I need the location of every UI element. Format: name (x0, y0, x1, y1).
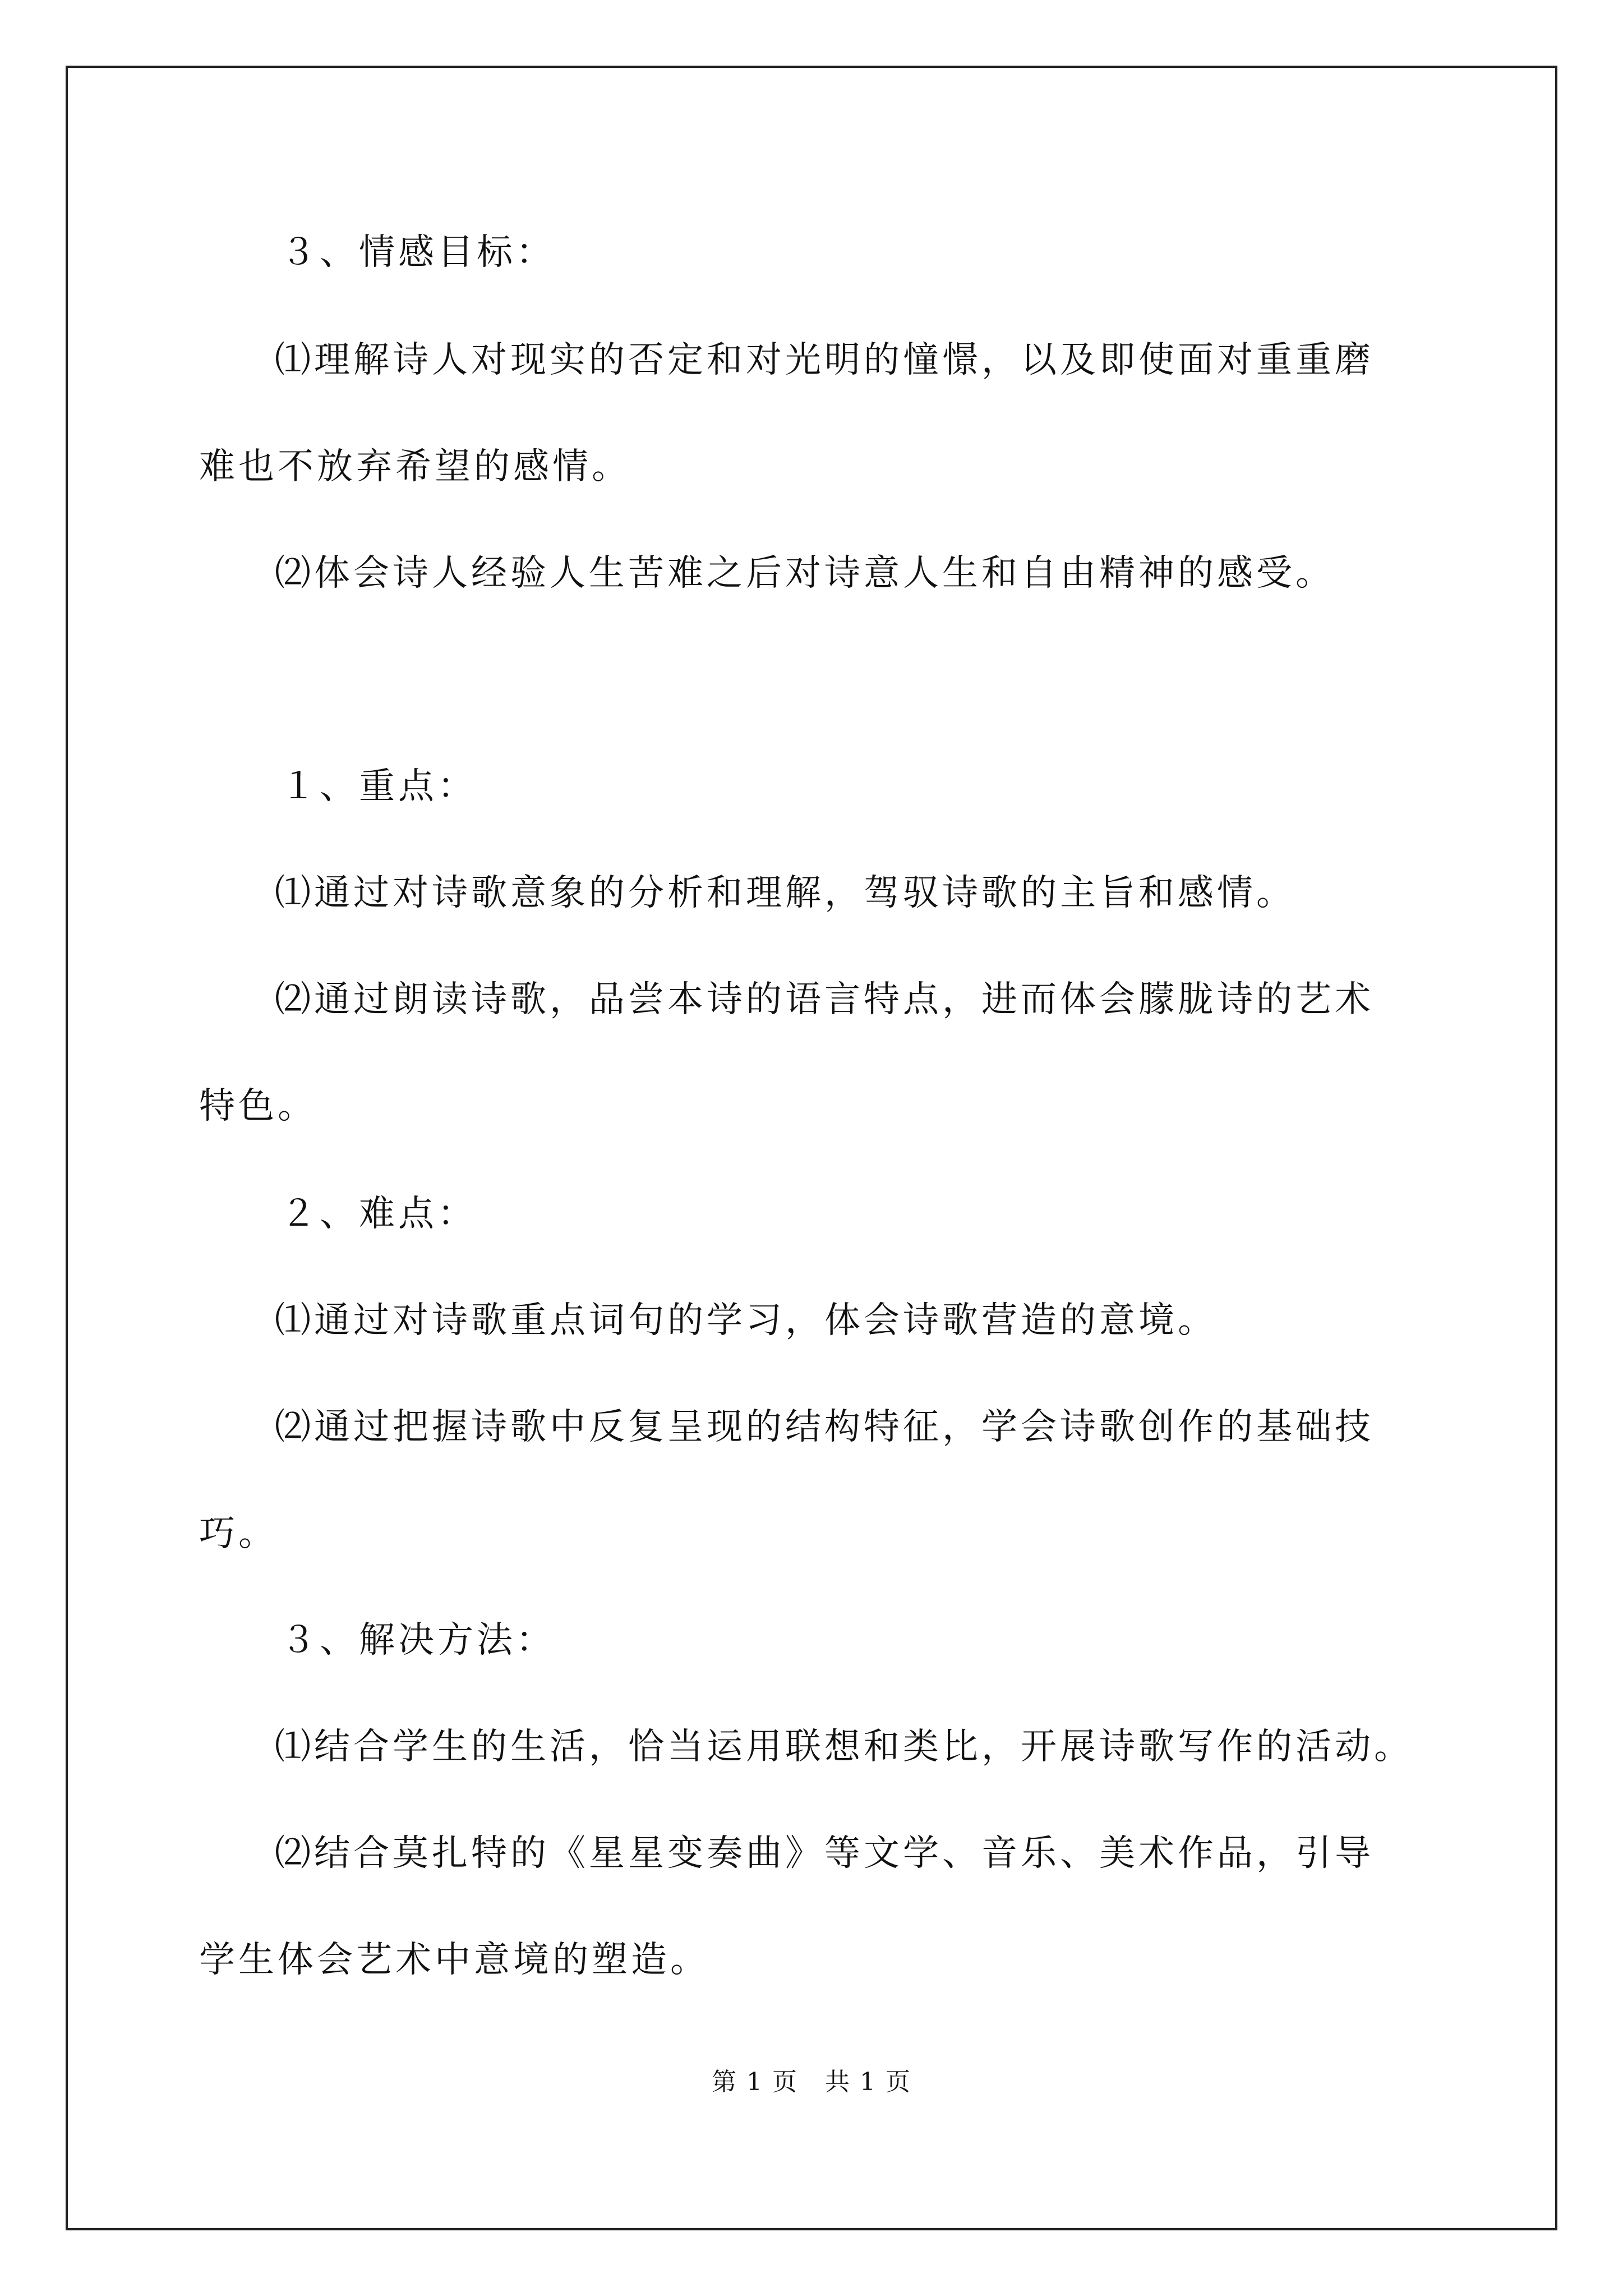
page-footer: 第 1 页 共 1 页 (712, 2068, 911, 2096)
paragraph-line: ⑴通过对诗歌重点词句的学习，体会诗歌营造的意境。 (275, 1300, 1217, 1341)
paragraph-line: ⑵通过把握诗歌中反复呈现的结构特征，学会诗歌创作的基础技 (275, 1406, 1374, 1448)
paragraph-line: 特色。 (199, 1085, 317, 1127)
paragraph-line: ⑴结合学生的生活，恰当运用联想和类比，开展诗歌写作的活动。 (275, 1726, 1413, 1768)
paragraph-line: 巧。 (199, 1513, 278, 1554)
section-heading-emotional-goals: ３、情感目标： (280, 232, 555, 273)
paragraph-line: 学生体会艺术中意境的塑造。 (199, 1939, 709, 1981)
paragraph-line: ⑴通过对诗歌意象的分析和理解，驾驭诗歌的主旨和感情。 (275, 872, 1295, 914)
paragraph-line: ⑵结合莫扎特的《星星变奏曲》等文学、音乐、美术作品，引导 (275, 1833, 1374, 1874)
section-heading-difficulties: ２、难点： (280, 1193, 477, 1235)
section-heading-solutions: ３、解决方法： (280, 1619, 555, 1661)
paragraph-line: ⑵通过朗读诗歌，品尝本诗的语言特点，进而体会朦胧诗的艺术 (275, 979, 1374, 1020)
paragraph-line: ⑴理解诗人对现实的否定和对光明的憧憬，以及即使面对重重磨 (275, 339, 1374, 381)
paragraph-line: ⑵体会诗人经验人生苦难之后对诗意人生和自由精神的感受。 (275, 553, 1335, 594)
paragraph-line: 难也不放弃希望的感情。 (199, 446, 631, 487)
section-heading-key-points: １、重点： (280, 766, 477, 807)
